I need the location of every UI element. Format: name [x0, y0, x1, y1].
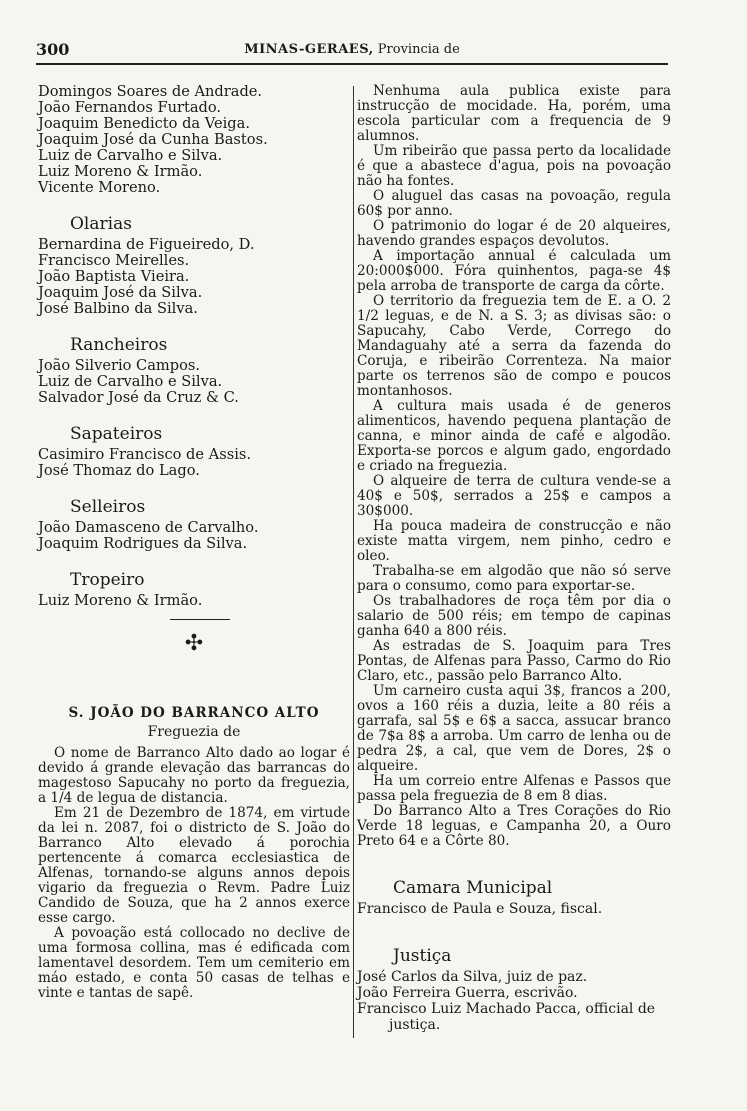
section-heading: Rancheiros: [70, 335, 168, 355]
list-item: João Silverio Campos.: [38, 357, 201, 374]
section-heading: Olarias: [70, 214, 132, 234]
section-heading-camara: Camara Municipal: [393, 878, 553, 898]
list-item: Casimiro Francisco de Assis.: [38, 446, 251, 463]
top-name-list: [38, 84, 350, 196]
list-item: Joaquim José da Cunha Bastos.: [38, 131, 268, 148]
list-item: Joaquim Benedicto da Veiga.: [38, 115, 250, 132]
paragraph: Ha pouca madeira de construcção e não existe matta virgem, nem pinho, cedro e oleo.: [357, 518, 671, 564]
list-item: José Thomaz do Lago.: [38, 462, 200, 479]
place-title: S. JOÃO DO BARRANCO ALTO: [68, 705, 320, 721]
list-item: Francisco Luiz Machado Pacca, official de justiça.: [357, 1001, 656, 1033]
list-item: Joaquim José da Silva.: [38, 284, 203, 301]
list-item: Luiz de Carvalho e Silva.: [38, 373, 223, 390]
paragraph: Um ribeirão que passa perto da localidade é que a abastece d'agua, pois na povoação não ha fontes.: [357, 143, 671, 189]
section-rancheiros: [38, 335, 350, 406]
paragraph: A povoação está collocado no declive de uma formosa collina, mas é edificada com lamentavel desordem. Tem um cemiterio em máo estado, e conta 50 casas de telhas e vinte e tantas de sapê.: [38, 925, 350, 1001]
list-item: Francisco de Paula e Souza, fiscal.: [357, 901, 603, 917]
page-number: 300: [36, 40, 70, 59]
paragraph: Do Barranco Alto a Tres Corações do Rio Verde 18 leguas, e Campanha 20, a Ouro Preto 64 e a Côrte 80.: [357, 803, 671, 849]
paragraph: O alqueire de terra de cultura vende-se a 40$ e 50$, serrados a 25$ e campos a 30$000.: [357, 473, 671, 519]
header-rule: [36, 63, 668, 65]
list-item: Vicente Moreno.: [38, 179, 161, 196]
section-heading: Selleiros: [70, 497, 146, 517]
right-column: [357, 84, 671, 1033]
paragraph: O nome de Barranco Alto dado ao logar é devido á grande elevação das barrancas do magestoso Sapucahy no porto da freguezia, a 1/4 de legua de distancia.: [38, 745, 350, 806]
paragraph: As estradas de S. Joaquim para Tres Pontas, de Alfenas para Passo, Carmo do Rio Claro, etc., passão pelo Barranco Alto.: [357, 638, 671, 684]
paragraph: O aluguel das casas na povoação, regula 60$ por anno.: [357, 188, 671, 219]
section-olarias: [38, 214, 350, 317]
list-item: João Baptista Vieira.: [38, 268, 190, 285]
paragraph: A cultura mais usada é de generos alimenticos, havendo pequena plantação de canna, e minor ainda de café e algodão. Exporta-se porcos e algum gado, engordado e criado na freguezia.: [357, 398, 671, 474]
paragraph: Os trabalhadores de roça têm por dia o salario de 500 réis; em tempo de capinas ganha 640 a 800 réis.: [357, 593, 671, 639]
section-heading: Tropeiro: [70, 570, 145, 590]
list-item: João Fernandos Furtado.: [38, 99, 222, 116]
list-item: Salvador José da Cruz & C.: [38, 389, 239, 406]
list-item: Luiz de Carvalho e Silva.: [38, 147, 223, 164]
paragraph: Trabalha-se em algodão que não só serve para o consumo, como para exportar-se.: [357, 563, 671, 594]
list-item: Francisco Meirelles.: [38, 252, 190, 269]
section-tropeiro: [38, 570, 350, 609]
paragraph: Ha um correio entre Alfenas e Passos que passa pela freguezia de 8 em 8 dias.: [357, 773, 671, 804]
paragraph: Em 21 de Dezembro de 1874, em virtude da lei n. 2087, foi o districto de S. João do Barranco Alto elevado á porochia pertencente á comarca ecclesiastica de Alfenas, tornando-se alguns annos depois vigario da freguezia o Revm. Padre Luiz Candido de Souza, que ha 2 annos exerce esse cargo.: [38, 805, 350, 926]
list-item: João Ferreira Guerra, escrivão.: [357, 985, 578, 1001]
section-heading-justica: Justiça: [393, 946, 452, 966]
paragraph: Um carneiro custa aqui 3$, francos a 200, ovos a 160 réis a duzia, leite a 80 réis a garrafa, sal 5$ e 6$ a sacca, assucar branco de 7$a 8$ a arroba. Um carro de lenha ou de pedra 2$, a cal, que vem de Dores, 2$ o alqueire.: [357, 683, 671, 774]
place-subtitle: Freguezia de: [147, 724, 241, 740]
section-divider: [170, 619, 230, 620]
running-title: [36, 42, 668, 57]
section-selleiros: [38, 497, 350, 552]
section-heading: Sapateiros: [70, 424, 163, 444]
fleuron-ornament-icon: ✣: [184, 631, 204, 656]
list-item: João Damasceno de Carvalho.: [38, 519, 259, 536]
list-item: Joaquim Rodrigues da Silva.: [38, 535, 248, 552]
list-item: José Carlos da Silva, juiz de paz.: [357, 969, 588, 985]
running-title-rest: Provincia de: [377, 42, 460, 57]
running-title-bold: MINAS-GERAES,: [244, 42, 374, 57]
page-header: [36, 40, 668, 64]
paragraph: O patrimonio do logar é de 20 alqueires, havendo grandes espaços devolutos.: [357, 218, 671, 249]
list-item: Luiz Moreno & Irmão.: [38, 163, 203, 180]
list-item: Bernardina de Figueiredo, D.: [38, 236, 255, 253]
section-sapateiros: [38, 424, 350, 479]
paragraph: A importação annual é calculada um 20:000$000. Fóra quinhentos, paga-se 4$ pela arroba de transporte de carga da côrte.: [357, 248, 671, 294]
list-item: Luiz Moreno & Irmão.: [38, 592, 203, 609]
paragraph: O territorio da freguezia tem de E. a O. 2 1/2 leguas, e de N. a S. 3; as divisas são: o Sapucahy, Cabo Verde, Corrego do Mandaguahy até a serra da fazenda do Coruja, e ribeirão Correnteza. Na maior parte os terrenos são de compo e poucos montanhosos.: [357, 293, 671, 399]
paragraph: Nenhuma aula publica existe para instrucção de mocidade. Ha, porém, uma escola particular com a frequencia de 9 alumnos.: [357, 83, 671, 144]
list-item: José Balbino da Silva.: [38, 300, 198, 317]
left-column: [38, 84, 350, 1001]
list-item: Domingos Soares de Andrade.: [38, 83, 263, 100]
column-divider: [353, 86, 354, 1038]
